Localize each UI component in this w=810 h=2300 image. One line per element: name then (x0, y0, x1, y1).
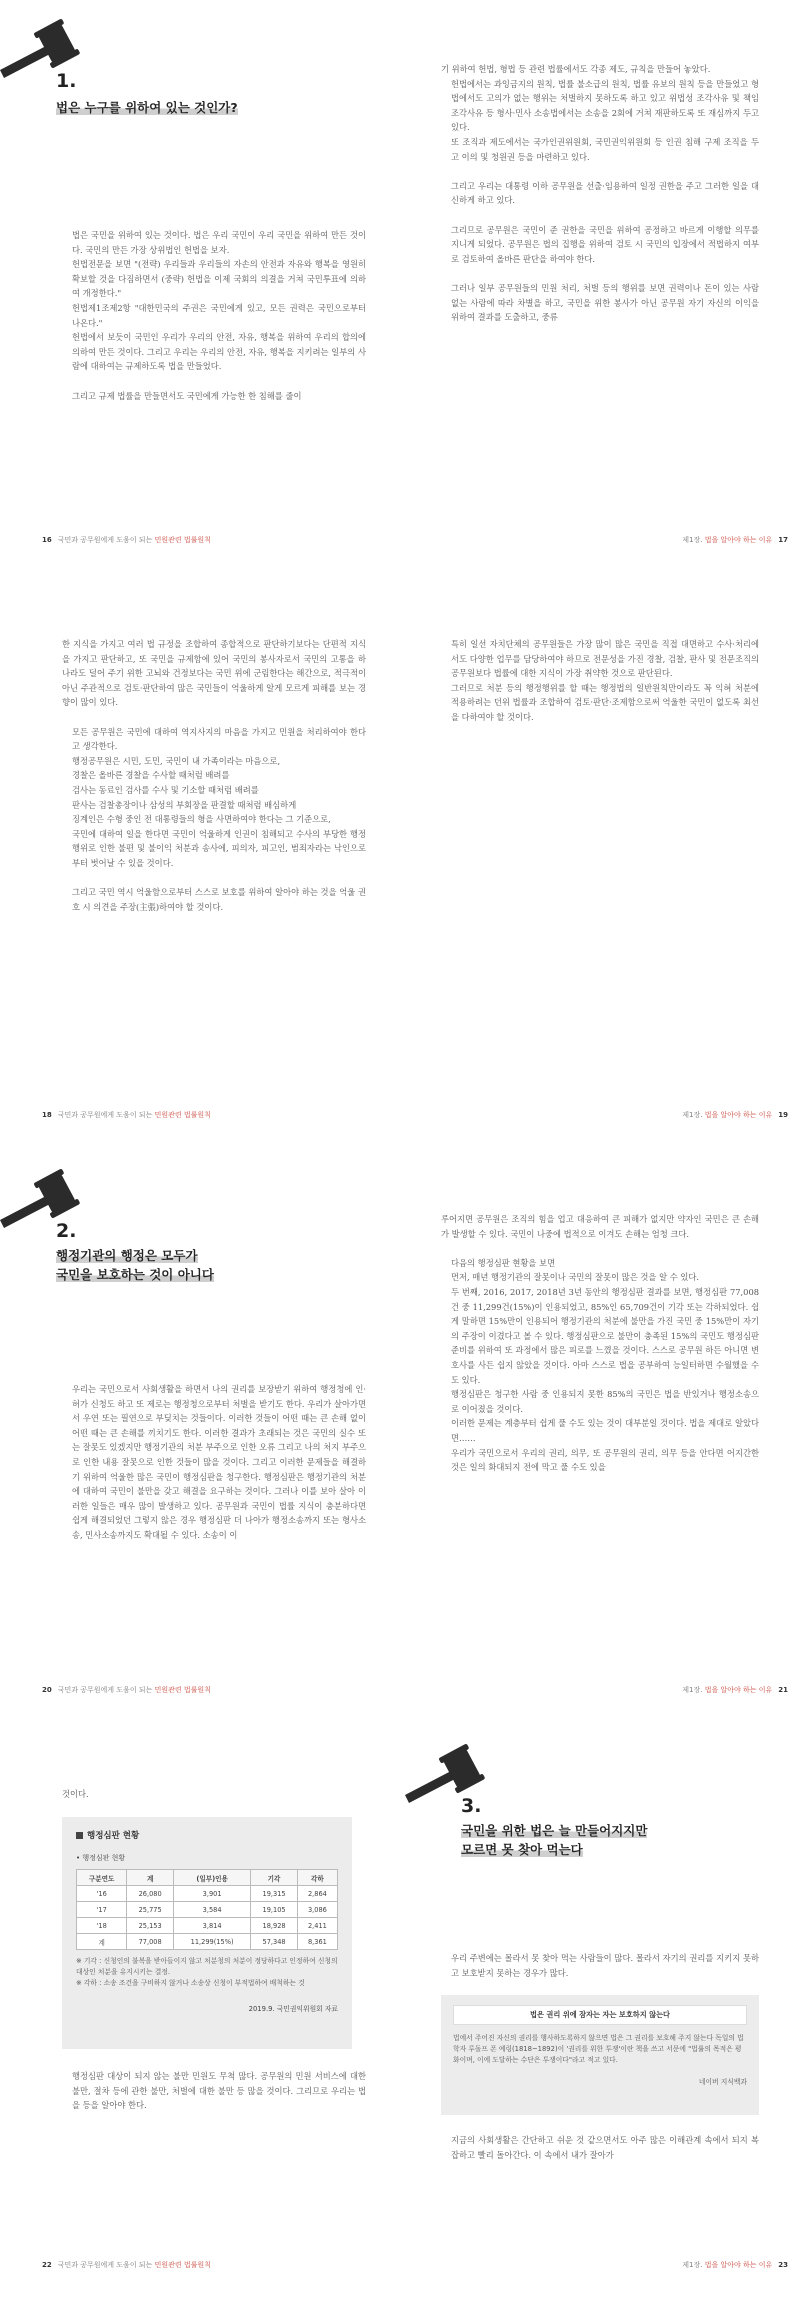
table-cell: 3,814 (173, 1918, 250, 1934)
table-cell: '18 (77, 1918, 127, 1934)
page-20 (0, 1150, 405, 1725)
page-22 (0, 1725, 405, 2300)
body-text (441, 2133, 759, 2162)
quote-heading: 법은 권리 위에 잠자는 자는 보호하지 않는다 (453, 2005, 747, 2025)
quote-source: 네이버 지식백과 (698, 2078, 747, 2086)
chapter-title-line: 국민을 위한 법은 늘 만들어지지만 (461, 1823, 648, 1838)
footer-title: 법을 알아야 하는 이유 (704, 2261, 773, 2269)
table-cell: 계 (77, 1934, 127, 1950)
table-cell: 3,086 (297, 1902, 337, 1918)
page-number: 21 (778, 1686, 788, 1694)
chapter-title-line: 국민을 보호하는 것이 아니다 (56, 1267, 214, 1282)
footer-title: 민원관련 법률원칙 (154, 1686, 211, 1694)
spread-4 (0, 1725, 810, 2300)
page-footer (42, 1110, 211, 1120)
table-cell: 11,299(15%) (173, 1934, 250, 1950)
page-16 (0, 0, 405, 575)
paragraph: 것이다. (62, 1789, 89, 1799)
page-17 (405, 0, 810, 575)
statistics-box (62, 1817, 352, 2049)
page-19 (405, 575, 810, 1150)
page-footer (42, 1685, 211, 1695)
paragraph: 국민에 대하여 일을 한다면 국민이 억울하게 인권이 침해되고 수사의 부당한 행정행위로 인한 불편 및 불이익 처분과 송사에, 피의자, 피고인, 범죄자라는 낙인으로부터 벗어날 수 있을 것이다. (72, 828, 366, 868)
table-header-cell: 기각 (251, 1870, 298, 1886)
page-footer (682, 1110, 788, 1120)
footer-prefix: 국민과 공무원에게 도움이 되는 (57, 2261, 153, 2269)
footer-prefix: 제1장. (682, 1686, 703, 1694)
table-row (77, 1934, 338, 1950)
table-cell: 26,080 (127, 1886, 174, 1902)
page-number: 17 (778, 536, 788, 544)
paragraph: 그리므로 공무원은 국민이 준 권한을 국민을 위하여 공정하고 바르게 이행할 의무를 지니게 되었다. 공무원은 법의 집행을 위하여 검토 시 국민의 입장에서 적법하지 여부로 검토하여 올바른 판단을 하여야 한다. (451, 224, 759, 264)
paragraph: 루어지면 공무원은 조직의 힘을 업고 대응하여 큰 피해가 없지만 약자인 국민은 큰 손해가 발생할 수 있다. 국민이 나중에 법적으로 이겨도 손해는 엄청 크다. (441, 1214, 759, 1239)
paragraph: 행정심판 대상이 되지 않는 불만 민원도 무척 많다. 공무원의 민원 서비스에 대한 불만, 절차 등에 관한 불만, 처벌에 대한 불만 등 많을 것이다. 그리므로 우리는 법을 등을 알아야 한다. (72, 2071, 366, 2111)
table-notes (76, 1956, 338, 1989)
chapter-title-line: 법은 누구를 위하여 있는 것인가? (56, 100, 238, 115)
table-cell: 57,348 (251, 1934, 298, 1950)
paragraph: 행정공무원은 시민, 도민, 국민이 내 가족이라는 마음으로, (72, 755, 281, 766)
table-source: 2019.9. 국민권익위원회 자료 (248, 2005, 338, 2013)
paragraph: 우리 주변에는 몰라서 못 찾아 먹는 사람들이 많다. 몰라서 자기의 권리를 지키지 못하고 보호받지 못하는 경우가 많다. (451, 1953, 759, 1978)
body-text (441, 1951, 759, 1980)
table-note: ※ 각하 : 소송 조건을 구비하지 않거나 소송상 신청이 부적법하여 배척하는 것 (76, 1979, 305, 1987)
paragraph: 우리는 국민으로서 사회생활을 하면서 나의 권리를 보장받기 위하여 행정청에 인·허가 신청도 하고 또 제로는 행정청으로부터 처벌을 받기도 한다. 우리가 살아가면서 우연 또는 필연으로 부딪치는 것들이다. 이러한 것들이 어떤 때는 큰 손해 없이 어떤 때는 큰 손해를 끼치기도 한다. 이러한 결과가 초래되는 것은 국민의 실수 또는 잘못도 있겠지만 행정기관의 처분 부주으로 인한 오류 그리고 나의 처지 부주으로 인한 내용 잘못으로 인한 것들이 많을 것이다. 그리고 이러한 문제들을 해결하기 위하여 억울한 많은 국민이 행정심판을 청구한다. 행정심판은 행정기관의 처분에 대하여 국민이 불만을 갖고 해결을 요구하는 것이다. 그러나 이를 보아 살아 이러한 일들은 매우 많이 발생하고 있다. 공무원과 국민이 법률 지식이 충분하다면 쉽게 해결되었던 그렇지 않은 경우 행정심판 더 나아가 행정소송까지 또는 형사소송, 민사소송까지도 확대될 수 있다. 소송이 이 (72, 1384, 366, 1540)
quote-body: 법에서 주어진 자신의 권리를 행사하도록하지 않으면 법은 그 권리를 보호해 주지 않는다 독일의 법학자 루돌프 폰 예링(1818~1892)이 '권리를 위한 투쟁'이란 책을 쓰고 서문에 "법률의 목적은 평화이며, 이에 도달하는 수단은 투쟁이다"라고 적고 있다. (453, 2034, 744, 2064)
table-row (77, 1902, 338, 1918)
box-subtitle: • 행정심판 현황 (76, 1854, 126, 1862)
page-number: 23 (778, 2261, 788, 2269)
page-number: 20 (42, 1686, 52, 1694)
table-cell: '16 (77, 1886, 127, 1902)
paragraph: 헌법에서 보듯이 국민인 우리가 우리의 안전, 자유, 행복을 위하여 우리의 합의에 의하여 만든 것이다. 그리고 우리는 우리의 안전, 자유, 행복을 지키려는 일부의 사람에 대하여는 규제하도록 법을 만들었다. (72, 332, 366, 372)
paragraph: 특히 일선 자치단체의 공무원들은 가장 많이 많은 국민을 직접 대면하고 수사·처리에서도 다양한 업무를 담당하여야 하므로 전문성을 가진 경찰, 검찰, 판사 및 전문조직의 공무원보다 법률에 대한 지식이 가장 취약한 것으로 판단된다. (451, 639, 759, 679)
footer-title: 법을 알아야 하는 이유 (704, 1686, 773, 1694)
table-header-cell: 구분연도 (77, 1870, 127, 1886)
statistics-table (76, 1869, 338, 1950)
table-cell: 25,775 (127, 1902, 174, 1918)
table-cell: 3,584 (173, 1902, 250, 1918)
paragraph: 또 조직과 제도에서는 국가인권위원회, 국민권익위원회 등 인권 침해 구제 조직을 두고 이의 및 청원권 등을 마련하고 있다. (451, 136, 759, 162)
page-23 (405, 1725, 810, 2300)
table-header-row (77, 1870, 338, 1886)
body-text (62, 2069, 366, 2113)
page-number: 19 (778, 1111, 788, 1119)
page-number: 16 (42, 536, 52, 544)
paragraph: 먼저, 매년 행정기관의 잘못이나 국민의 잘못이 많은 것을 알 수 있다. (451, 1272, 700, 1283)
spread-1 (0, 0, 810, 575)
chapter-title (461, 1821, 647, 1859)
paragraph: 두 번째, 2016, 2017, 2018년 3년 동안의 행정심판 결과를 보면, 행정심판 77,008건 중 11,299건(15%)이 인용되었고, 85%인 65,709건이 기각 또는 각하되었다. 쉽게 말하면 15%만이 인용되어 행정기관의 처분에 불만을 가진 국민 중 15%만이 자기의 주장이 이겼다고 볼 수 있다. 행정심판으로 불만이 충족된 15%의 국민도 행정심판 준비를 위하여 또 과정에서 많은 피로를 느꼈을 것이다. 스스로 공무원 하든 아니면 변호사를 사든 쉽지 않았을 것이다. 아마 스스로 법을 공부하여 능일터하면 수월했을 수도 있다. (451, 1286, 759, 1385)
chapter-number: 1. (56, 70, 77, 92)
paragraph: 경찰은 올바른 경찰을 수사할 때처럼 배려를 (72, 770, 230, 781)
footer-prefix: 제1장. (682, 2261, 703, 2269)
body-text (441, 637, 759, 725)
table-note: ※ 기각 : 신청인의 불복을 받아들이지 않고 처분청의 처분이 정당하다고 인정하여 신청의 대상인 처분을 유지시키는 결정. (76, 1957, 338, 1976)
footer-title: 민원관련 법률원칙 (154, 536, 211, 544)
footer-prefix: 국민과 공무원에게 도움이 되는 (57, 1111, 153, 1119)
paragraph: 이러한 문제는 계층부터 쉽게 풀 수도 있는 것이 대부분일 것이다. 법을 제대로 알았다면…… (451, 1418, 759, 1443)
table-row (77, 1918, 338, 1934)
table-cell: '17 (77, 1902, 127, 1918)
paragraph: 모든 공무원은 국민에 대하여 역지사지의 마음을 가지고 민원을 처리하여야 한다고 생각한다. (72, 726, 366, 752)
chapter-title-line: 모르면 못 찾아 먹는다 (461, 1842, 583, 1857)
table-cell: 2,411 (297, 1918, 337, 1934)
body-text (62, 1787, 366, 1802)
footer-prefix: 국민과 공무원에게 도움이 되는 (57, 1686, 153, 1694)
table-row (77, 1886, 338, 1902)
page-footer (682, 1685, 788, 1695)
paragraph: 법은 국민을 위하여 있는 것이다. 법은 우리 국민이 우리 국민을 위하여 만든 것이다. 국민의 만든 가장 상위법인 헌법을 보자. (72, 230, 366, 255)
paragraph: 기 위하여 헌법, 형법 등 관련 법률에서도 각종 제도, 규칙을 만들어 놓았다. (441, 64, 711, 74)
body-text (441, 1212, 759, 1475)
page-number: 22 (42, 2261, 52, 2269)
page-21 (405, 1150, 810, 1725)
chapter-number: 3. (461, 1795, 482, 1817)
quote-box (441, 1995, 759, 2115)
chapter-number: 2. (56, 1220, 77, 1242)
paragraph: 징계인은 수형 중인 전 대통령들의 형을 사면하여야 한다는 그 기준으로, (72, 814, 331, 825)
paragraph: 그리고 우리는 대통령 이하 공무원을 선출·임용하여 일정 권한을 주고 그러한 일을 대신하게 하고 있다. (451, 180, 759, 206)
box-title: 행정심판 현황 (76, 1829, 338, 1841)
spread-2 (0, 575, 810, 1150)
paragraph: 다음의 행정심판 현황을 보면 (451, 1257, 556, 1268)
page-18 (0, 575, 405, 1150)
table-cell: 3,901 (173, 1886, 250, 1902)
table-cell: 19,315 (251, 1886, 298, 1902)
paragraph: 지금의 사회생활은 간단하고 쉬운 것 같으면서도 아주 많은 이해관계 속에서 되지 복잡하고 빨리 돌아간다. 이 속에서 내가 잘아가 (451, 2135, 759, 2160)
paragraph: 헌법전문을 보면 "(전략) 우리들과 우리들의 자손의 안전과 자유와 행복을 영원히 확보할 것을 다짐하면서 (중략) 헌법을 이제 국회의 의결을 거쳐 국민투표에 의하여 개정한다." (72, 259, 366, 299)
table-cell: 2,864 (297, 1886, 337, 1902)
paragraph: 우리가 국민으로서 우리의 권리, 의무, 또 공무원의 권리, 의무 등을 안다면 어지간한 것은 일의 화대되지 전에 막고 풀 수도 있을 (451, 1447, 759, 1473)
table-cell: 25,153 (127, 1918, 174, 1934)
table-cell: 77,008 (127, 1934, 174, 1950)
chapter-title-line: 행정기관의 행정은 모두가 (56, 1248, 198, 1263)
page-footer (42, 2260, 211, 2270)
paragraph: 헌법에서는 과잉금지의 원칙, 법률 불소급의 원칙, 법률 유보의 원칙 등을 만들었고 형법에서도 고의가 없는 행위는 처벌하지 못하도록 하고 있고 위법성 조각사유 및 책임조각사유 등 형사·민사 소송법에서는 소송을 2회에 거쳐 재판하도록 또 재심까지 두고 있다. (451, 78, 759, 133)
page-footer (682, 2260, 788, 2270)
paragraph: 그리고 규제 법률을 만들면서도 국민에게 가능한 한 침해를 줄이 (72, 390, 302, 401)
chapter-title (56, 1246, 214, 1284)
table-header-cell: (일부)인용 (173, 1870, 250, 1886)
footer-title: 민원관련 법률원칙 (154, 2261, 211, 2269)
body-text (62, 228, 366, 403)
footer-title: 법을 알아야 하는 이유 (704, 1111, 773, 1119)
table-cell: 8,361 (297, 1934, 337, 1950)
page-footer (42, 535, 211, 545)
page-number: 18 (42, 1111, 52, 1119)
spread-3 (0, 1150, 810, 1725)
body-text (62, 1382, 366, 1543)
paragraph: 검사는 동료인 검사를 수사 및 기소할 때처럼 배려를 (72, 784, 259, 795)
paragraph: 행정심판은 청구한 사람 중 인용되지 못한 85%의 국민은 법을 반있거나 행정소송으로 이어졌을 것이다. (451, 1389, 759, 1414)
table-cell: 19,105 (251, 1902, 298, 1918)
table-cell: 18,928 (251, 1918, 298, 1934)
footer-prefix: 국민과 공무원에게 도움이 되는 (57, 536, 153, 544)
chapter-title (56, 98, 238, 117)
page-footer (682, 535, 788, 545)
paragraph: 헌법제1조제2항 "대한민국의 주권은 국민에게 있고, 모든 권력은 국민으로부터 나온다." (72, 302, 366, 328)
paragraph: 한 지식을 가지고 여러 법 규정을 조합하여 종합적으로 판단하기보다는 단편적 지식을 가지고 판단하고, 또 국민을 규제함에 있어 국민의 봉사자로서 국민의 고통을 하나라도 덜어 주기 위한 고뇌와 건정보다는 국민 위에 군림한다는 해간으로, 적극적이 아닌 주관적으로 검토·판단하여 많은 국민들이 억울하게 알게 모르게 피해를 보는 경향이 많이 있다. (62, 639, 366, 708)
body-text (441, 62, 759, 325)
paragraph: 그러므로 처분 등의 행정행위를 할 때는 행정법의 일반원칙만이라도 꼭 익혀 처분에 적용하려는 던위 법률과 조합하여 검토·판단·조제함으로써 억울한 국민이 없도록 최선을 다하여야 할 것이다. (451, 682, 759, 722)
body-text (62, 637, 366, 914)
table-header-cell: 각하 (297, 1870, 337, 1886)
table-header-cell: 계 (127, 1870, 174, 1886)
footer-title: 법을 알아야 하는 이유 (704, 536, 773, 544)
footer-prefix: 제1장. (682, 1111, 703, 1119)
paragraph: 판사는 검찰총장이나 삼성의 부회장을 판결할 때처럼 배심하게 (72, 799, 297, 810)
paragraph: 그리고 국민 역시 억울함으로부터 스스로 보호를 위하여 알아야 하는 것을 억울 권호 시 의견을 주장(主張)하여야 할 것이다. (72, 887, 366, 912)
footer-prefix: 제1장. (682, 536, 703, 544)
footer-title: 민원관련 법률원칙 (154, 1111, 211, 1119)
paragraph: 그러나 일부 공무원들의 민원 처리, 처벌 등의 행위를 보면 권력이나 돈이 있는 사람 없는 사람에 따라 차별을 하고, 국민을 위한 봉사가 아닌 공무원 자기 자신의 이익을 위하여 결과를 도출하고, 중류 (451, 282, 759, 323)
